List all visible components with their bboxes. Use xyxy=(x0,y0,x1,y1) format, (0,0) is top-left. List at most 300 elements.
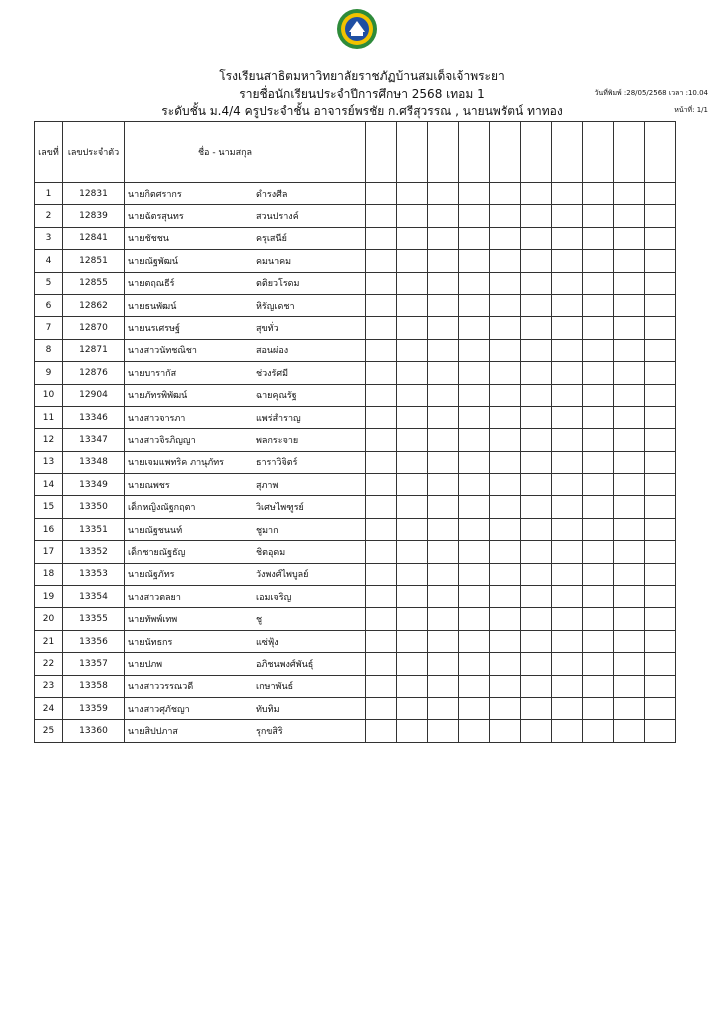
student-last-name: สุภาพ xyxy=(256,480,279,491)
check-header xyxy=(397,122,428,183)
student-id: 13356 xyxy=(63,630,125,652)
check-cell xyxy=(397,697,428,719)
check-cell xyxy=(397,518,428,540)
student-first-name: นายชัชชน xyxy=(128,234,169,245)
check-cell xyxy=(645,339,676,361)
student-name xyxy=(125,563,366,585)
check-cell xyxy=(459,496,490,518)
check-cell xyxy=(521,608,552,630)
student-number: 21 xyxy=(35,630,63,652)
check-cell xyxy=(614,608,645,630)
check-cell xyxy=(552,384,583,406)
student-name xyxy=(125,653,366,675)
table-row xyxy=(35,451,676,473)
check-cell xyxy=(366,630,397,652)
check-cell xyxy=(490,653,521,675)
student-first-name: นางสาววรรณวดี xyxy=(128,682,194,693)
check-cell xyxy=(366,227,397,249)
check-cell xyxy=(583,272,614,294)
check-cell xyxy=(645,183,676,205)
check-cell xyxy=(552,518,583,540)
header-no: เลขที่ xyxy=(35,122,63,183)
check-cell xyxy=(583,406,614,428)
student-number: 9 xyxy=(35,362,63,384)
student-first-name: นายนรเศรษฐ์ xyxy=(128,324,180,335)
student-last-name: อภิชนพงศ์พันธุ์ xyxy=(256,659,314,670)
check-cell xyxy=(366,563,397,585)
student-name xyxy=(125,496,366,518)
check-cell xyxy=(428,586,459,608)
check-cell xyxy=(490,608,521,630)
check-cell xyxy=(521,294,552,316)
check-cell xyxy=(614,474,645,496)
class-info: ระดับชั้น ม.4/4 ครูประจำชั้น อาจารย์พรชัย ก.ศรีสุวรรณ , นายนพรัตน์ ทาทอง xyxy=(161,104,563,118)
student-last-name: รุกขสิริ xyxy=(256,727,283,738)
check-cell xyxy=(552,653,583,675)
check-cell xyxy=(583,384,614,406)
student-first-name: นางสาวจารภา xyxy=(128,413,186,424)
student-first-name: นายณัฐชนนท์ xyxy=(128,525,183,536)
student-last-name: ชูมาก xyxy=(256,525,279,536)
student-last-name: สอนผ่อง xyxy=(256,346,289,357)
check-cell xyxy=(397,317,428,339)
check-cell xyxy=(552,675,583,697)
student-last-name: ช่วงรัศมี xyxy=(256,368,289,379)
student-name xyxy=(125,720,366,742)
check-cell xyxy=(645,541,676,563)
check-cell xyxy=(490,630,521,652)
table-row xyxy=(35,518,676,540)
student-name xyxy=(125,294,366,316)
check-cell xyxy=(614,451,645,473)
student-last-name: วังพงศ์ไพบูลย์ xyxy=(256,570,309,581)
student-last-name: พลกระจาย xyxy=(256,435,299,446)
check-cell xyxy=(614,653,645,675)
student-name xyxy=(125,586,366,608)
check-cell xyxy=(521,541,552,563)
check-cell xyxy=(645,496,676,518)
student-first-name: นายณัฐภัทร xyxy=(128,570,175,581)
check-cell xyxy=(583,474,614,496)
check-cell xyxy=(521,272,552,294)
check-cell xyxy=(459,250,490,272)
check-cell xyxy=(428,406,459,428)
check-cell xyxy=(366,317,397,339)
table-row xyxy=(35,720,676,742)
check-cell xyxy=(397,406,428,428)
check-cell xyxy=(366,272,397,294)
school-name: โรงเรียนสาธิตมหาวิทยาลัยราชภัฏบ้านสมเด็จเจ้าพระยา xyxy=(219,69,505,83)
check-cell xyxy=(645,608,676,630)
check-cell xyxy=(645,294,676,316)
check-cell xyxy=(614,496,645,518)
check-cell xyxy=(366,205,397,227)
student-name xyxy=(125,339,366,361)
check-cell xyxy=(459,563,490,585)
check-cell xyxy=(521,563,552,585)
student-table xyxy=(34,121,676,743)
check-cell xyxy=(614,317,645,339)
check-cell xyxy=(614,294,645,316)
student-name xyxy=(125,384,366,406)
student-first-name: นายทัพพ์เทพ xyxy=(128,615,178,626)
student-name xyxy=(125,474,366,496)
check-cell xyxy=(366,250,397,272)
check-cell xyxy=(583,541,614,563)
student-number: 11 xyxy=(35,406,63,428)
check-cell xyxy=(645,586,676,608)
check-cell xyxy=(552,250,583,272)
check-cell xyxy=(366,586,397,608)
check-cell xyxy=(645,362,676,384)
table-row xyxy=(35,362,676,384)
check-cell xyxy=(521,205,552,227)
check-cell xyxy=(552,429,583,451)
check-cell xyxy=(397,608,428,630)
check-cell xyxy=(366,496,397,518)
table-row xyxy=(35,384,676,406)
check-cell xyxy=(490,563,521,585)
student-last-name: แซ่ฟุ้ง xyxy=(256,637,279,648)
student-number: 13 xyxy=(35,451,63,473)
student-name xyxy=(125,451,366,473)
student-id: 13346 xyxy=(63,406,125,428)
check-header xyxy=(614,122,645,183)
check-cell xyxy=(459,294,490,316)
check-cell xyxy=(521,518,552,540)
check-cell xyxy=(583,653,614,675)
table-row xyxy=(35,205,676,227)
check-cell xyxy=(614,563,645,585)
check-cell xyxy=(614,406,645,428)
student-id: 13359 xyxy=(63,697,125,719)
student-name xyxy=(125,541,366,563)
check-cell xyxy=(490,406,521,428)
check-cell xyxy=(397,541,428,563)
student-number: 6 xyxy=(35,294,63,316)
check-cell xyxy=(397,205,428,227)
student-name xyxy=(125,227,366,249)
check-cell xyxy=(614,227,645,249)
student-last-name: ครุเสนีย์ xyxy=(256,234,287,245)
school-logo xyxy=(336,8,378,50)
check-cell xyxy=(583,720,614,742)
check-cell xyxy=(459,518,490,540)
check-cell xyxy=(490,496,521,518)
check-cell xyxy=(552,630,583,652)
page-number: หน้าที่: 1/1 xyxy=(674,106,708,114)
student-id: 13352 xyxy=(63,541,125,563)
check-cell xyxy=(614,205,645,227)
check-cell xyxy=(645,630,676,652)
student-first-name: นายปภพ xyxy=(128,659,163,670)
student-id: 13350 xyxy=(63,496,125,518)
check-cell xyxy=(397,339,428,361)
check-cell xyxy=(645,406,676,428)
check-cell xyxy=(583,451,614,473)
check-cell xyxy=(552,183,583,205)
student-first-name: นายฉัตรสุนทร xyxy=(128,212,184,223)
check-cell xyxy=(552,294,583,316)
table-row xyxy=(35,496,676,518)
check-cell xyxy=(583,496,614,518)
check-cell xyxy=(490,183,521,205)
student-id: 12839 xyxy=(63,205,125,227)
check-cell xyxy=(552,697,583,719)
check-cell xyxy=(490,541,521,563)
check-cell xyxy=(645,227,676,249)
check-cell xyxy=(366,675,397,697)
check-cell xyxy=(552,541,583,563)
check-cell xyxy=(397,250,428,272)
check-cell xyxy=(583,675,614,697)
check-cell xyxy=(428,384,459,406)
check-header xyxy=(645,122,676,183)
check-cell xyxy=(490,272,521,294)
check-cell xyxy=(459,720,490,742)
check-cell xyxy=(552,496,583,518)
check-header xyxy=(583,122,614,183)
check-cell xyxy=(397,653,428,675)
student-number: 2 xyxy=(35,205,63,227)
check-cell xyxy=(490,362,521,384)
student-name xyxy=(125,518,366,540)
student-name xyxy=(125,250,366,272)
check-cell xyxy=(366,697,397,719)
table-row xyxy=(35,630,676,652)
table-row xyxy=(35,608,676,630)
check-cell xyxy=(428,183,459,205)
check-cell xyxy=(428,720,459,742)
check-cell xyxy=(583,518,614,540)
check-cell xyxy=(428,630,459,652)
student-last-name: ฉายคุณรัฐ xyxy=(256,391,297,402)
check-cell xyxy=(645,518,676,540)
student-first-name: นายกิตศรากร xyxy=(128,189,182,200)
check-cell xyxy=(521,250,552,272)
student-id: 13347 xyxy=(63,429,125,451)
student-number: 19 xyxy=(35,586,63,608)
check-cell xyxy=(397,586,428,608)
check-cell xyxy=(645,451,676,473)
list-title: รายชื่อนักเรียนประจำปีการศึกษา 2568 เทอม 1 xyxy=(239,87,485,101)
check-cell xyxy=(521,697,552,719)
check-cell xyxy=(428,317,459,339)
check-cell xyxy=(490,227,521,249)
student-first-name: นายเจมแพทริค ภานุภัทร xyxy=(128,458,224,469)
check-cell xyxy=(521,675,552,697)
check-cell xyxy=(490,720,521,742)
check-cell xyxy=(552,451,583,473)
student-name xyxy=(125,630,366,652)
check-cell xyxy=(645,250,676,272)
student-id: 13360 xyxy=(63,720,125,742)
check-header xyxy=(490,122,521,183)
student-number: 7 xyxy=(35,317,63,339)
student-id: 13348 xyxy=(63,451,125,473)
check-cell xyxy=(428,362,459,384)
student-number: 12 xyxy=(35,429,63,451)
student-id: 13358 xyxy=(63,675,125,697)
student-last-name: ตติยวโรดม xyxy=(256,279,300,290)
table-row xyxy=(35,474,676,496)
student-first-name: นายตฤณธีร์ xyxy=(128,279,175,290)
check-cell xyxy=(366,451,397,473)
student-number: 8 xyxy=(35,339,63,361)
student-number: 23 xyxy=(35,675,63,697)
student-number: 15 xyxy=(35,496,63,518)
check-cell xyxy=(645,429,676,451)
check-cell xyxy=(645,474,676,496)
student-id: 13357 xyxy=(63,653,125,675)
student-name xyxy=(125,608,366,630)
check-cell xyxy=(552,720,583,742)
check-cell xyxy=(583,429,614,451)
check-cell xyxy=(552,317,583,339)
check-cell xyxy=(552,474,583,496)
check-cell xyxy=(459,653,490,675)
print-datetime: วันที่พิมพ์ :28/05/2568 เวลา :10.04 xyxy=(594,89,708,97)
check-cell xyxy=(521,384,552,406)
check-header xyxy=(366,122,397,183)
student-number: 16 xyxy=(35,518,63,540)
student-last-name: ดำรงศีล xyxy=(256,189,288,200)
check-cell xyxy=(583,183,614,205)
check-cell xyxy=(397,474,428,496)
check-cell xyxy=(490,384,521,406)
check-cell xyxy=(428,653,459,675)
check-cell xyxy=(428,250,459,272)
check-cell xyxy=(521,227,552,249)
student-first-name: เด็กหญิงณัฐกฤตา xyxy=(128,503,196,514)
check-cell xyxy=(490,518,521,540)
check-cell xyxy=(490,250,521,272)
check-cell xyxy=(428,205,459,227)
student-first-name: เด็กชายณัฐธัญ xyxy=(128,547,186,558)
check-cell xyxy=(583,339,614,361)
check-cell xyxy=(397,675,428,697)
check-cell xyxy=(645,720,676,742)
check-cell xyxy=(459,406,490,428)
check-cell xyxy=(583,227,614,249)
check-cell xyxy=(521,474,552,496)
check-cell xyxy=(459,339,490,361)
student-number: 17 xyxy=(35,541,63,563)
student-first-name: นายณัฐพัฒน์ xyxy=(128,256,179,267)
student-first-name: นางสาวศุภัชญา xyxy=(128,704,190,715)
check-cell xyxy=(614,541,645,563)
student-last-name: แพร่สำราญ xyxy=(256,413,301,424)
check-header xyxy=(459,122,490,183)
check-cell xyxy=(428,227,459,249)
student-id: 12862 xyxy=(63,294,125,316)
check-cell xyxy=(552,339,583,361)
check-cell xyxy=(645,317,676,339)
student-name xyxy=(125,317,366,339)
check-cell xyxy=(521,317,552,339)
student-id: 13351 xyxy=(63,518,125,540)
check-cell xyxy=(583,362,614,384)
table-row xyxy=(35,294,676,316)
student-first-name: นายธนพัฒน์ xyxy=(128,301,177,312)
check-cell xyxy=(428,608,459,630)
check-cell xyxy=(459,384,490,406)
check-cell xyxy=(428,518,459,540)
student-id: 12904 xyxy=(63,384,125,406)
check-cell xyxy=(459,541,490,563)
student-name xyxy=(125,675,366,697)
check-cell xyxy=(521,451,552,473)
check-cell xyxy=(552,227,583,249)
check-cell xyxy=(614,586,645,608)
check-cell xyxy=(583,630,614,652)
table-row xyxy=(35,653,676,675)
check-cell xyxy=(397,429,428,451)
check-cell xyxy=(490,474,521,496)
check-cell xyxy=(521,339,552,361)
check-cell xyxy=(521,653,552,675)
student-number: 1 xyxy=(35,183,63,205)
check-cell xyxy=(614,518,645,540)
check-header xyxy=(552,122,583,183)
check-cell xyxy=(397,183,428,205)
check-cell xyxy=(645,697,676,719)
check-cell xyxy=(614,720,645,742)
check-cell xyxy=(521,362,552,384)
check-cell xyxy=(490,429,521,451)
check-cell xyxy=(459,227,490,249)
student-first-name: นางสาวนัทชณิชา xyxy=(128,346,197,357)
student-last-name: ทับทิม xyxy=(256,704,280,715)
student-id: 12876 xyxy=(63,362,125,384)
check-cell xyxy=(366,608,397,630)
table-row xyxy=(35,406,676,428)
check-cell xyxy=(459,451,490,473)
student-number: 3 xyxy=(35,227,63,249)
table-row xyxy=(35,183,676,205)
check-cell xyxy=(552,406,583,428)
check-cell xyxy=(397,630,428,652)
check-cell xyxy=(645,272,676,294)
check-cell xyxy=(614,429,645,451)
check-cell xyxy=(552,205,583,227)
student-id: 12855 xyxy=(63,272,125,294)
check-cell xyxy=(397,272,428,294)
check-cell xyxy=(366,183,397,205)
check-cell xyxy=(397,294,428,316)
check-cell xyxy=(521,406,552,428)
check-cell xyxy=(521,586,552,608)
student-last-name: เอมเจริญ xyxy=(256,592,292,603)
check-cell xyxy=(428,474,459,496)
check-cell xyxy=(366,720,397,742)
table-row xyxy=(35,429,676,451)
check-cell xyxy=(428,675,459,697)
student-id: 12871 xyxy=(63,339,125,361)
check-cell xyxy=(521,720,552,742)
table-row xyxy=(35,272,676,294)
student-last-name: ชิตอุดม xyxy=(256,547,286,558)
student-number: 24 xyxy=(35,697,63,719)
student-id: 12841 xyxy=(63,227,125,249)
student-id: 12831 xyxy=(63,183,125,205)
student-first-name: นายภัทรพิพัฒน์ xyxy=(128,391,188,402)
check-cell xyxy=(397,563,428,585)
student-number: 18 xyxy=(35,563,63,585)
check-cell xyxy=(428,429,459,451)
check-cell xyxy=(428,563,459,585)
check-cell xyxy=(552,608,583,630)
